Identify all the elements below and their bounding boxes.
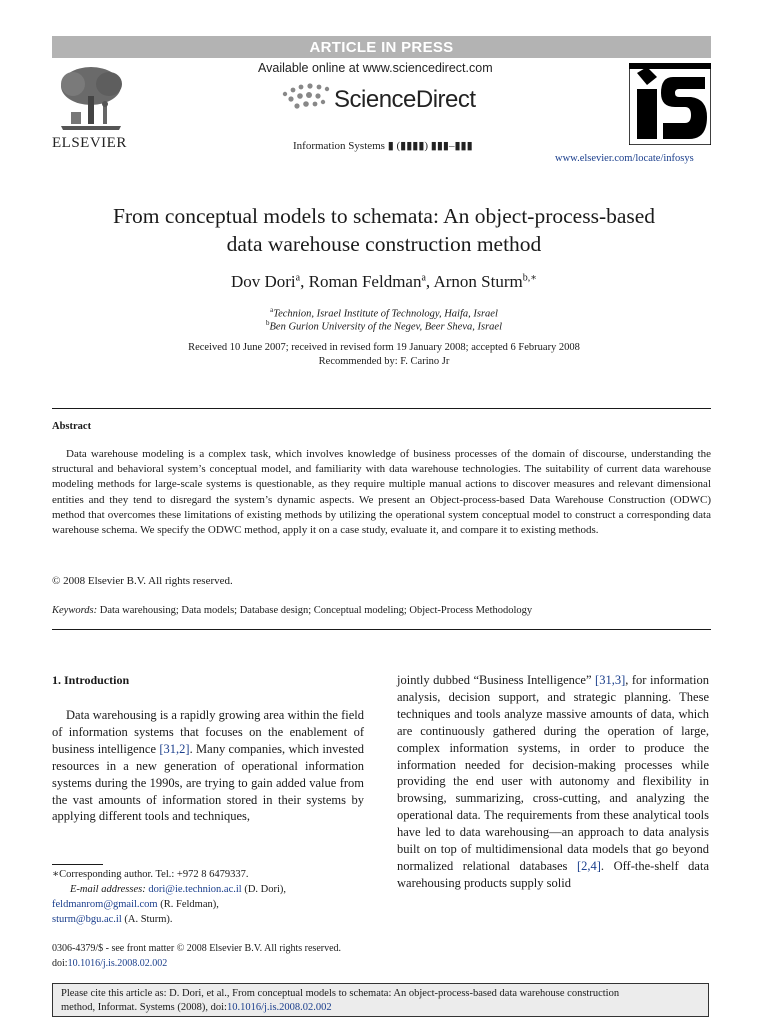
citation-link[interactable]: [2,4] bbox=[576, 858, 601, 873]
affiliation-mark: b bbox=[266, 319, 270, 327]
keywords-line bbox=[52, 605, 532, 616]
article-title bbox=[40, 202, 728, 258]
affiliation-b bbox=[40, 319, 728, 333]
author-name[interactable]: Roman Feldman bbox=[308, 272, 422, 291]
email-owner: (R. Feldman), bbox=[157, 899, 219, 910]
abstract-body bbox=[52, 447, 711, 538]
author-name[interactable]: Dov Dori bbox=[230, 272, 296, 291]
affiliation-a bbox=[40, 306, 728, 320]
body-paragraph bbox=[52, 707, 364, 825]
body-right-column bbox=[397, 672, 709, 892]
recommended-by: Recommended by: F. Carino Jr bbox=[318, 356, 450, 367]
email-link[interactable]: sturm@bgu.ac.il bbox=[52, 914, 122, 925]
journal-citation-line: Information Systems ▮ (▮▮▮▮) ▮▮▮–▮▮▮ bbox=[293, 140, 473, 152]
email-label: E-mail addresses: bbox=[70, 884, 146, 895]
affiliation-text: Technion, Israel Institute of Technology, Haifa, Israel bbox=[273, 308, 498, 320]
doi-line bbox=[52, 956, 341, 971]
citation-text: method, Informat. Systems (2008), doi: bbox=[61, 1002, 227, 1013]
email-line-1 bbox=[52, 882, 364, 897]
affiliation-text: Ben Gurion University of the Negev, Beer Sheva, Israel bbox=[269, 321, 502, 333]
body-text: . Many companies, which invested resources in a new generation of operational information systems during the 1990s, are trying to gain added value from the vast amounts of information stored in their systems by applying different tools and techniques, bbox=[52, 741, 364, 824]
doi-label: doi: bbox=[52, 958, 68, 969]
sciencedirect-logo-text: ScienceDirect bbox=[334, 86, 476, 113]
abstract-copyright: © 2008 Elsevier B.V. All rights reserved. bbox=[52, 575, 233, 587]
journal-homepage-link[interactable]: www.elsevier.com/locate/infosys bbox=[555, 153, 694, 164]
body-left-column bbox=[52, 707, 364, 825]
email-link[interactable]: dori@ie.technion.ac.il bbox=[148, 884, 242, 895]
received-dates: Received 10 June 2007; received in revised form 19 January 2008; accepted 6 February 2008 bbox=[188, 342, 580, 353]
abstract-heading: Abstract bbox=[52, 421, 92, 432]
citation-doi-link[interactable]: 10.1016/j.is.2008.02.002 bbox=[226, 1002, 332, 1013]
body-text: . Off-the-shelf data warehousing products supply solid bbox=[397, 858, 709, 890]
citation-line-2 bbox=[61, 1001, 708, 1015]
front-matter-notice bbox=[52, 941, 341, 971]
email-owner: (D. Dori), bbox=[241, 884, 287, 895]
citation-line-1: Please cite this article as: D. Dori, et al., From conceptual models to schemata: An object-process-based data warehouse construction bbox=[61, 988, 620, 999]
author-name[interactable]: Arnon Sturm bbox=[433, 272, 523, 291]
body-paragraph bbox=[397, 672, 709, 892]
author-affiliation-mark: b,∗ bbox=[522, 272, 538, 284]
elsevier-wordmark: ELSEVIER bbox=[52, 135, 127, 151]
information-systems-journal-logo bbox=[629, 63, 711, 145]
abstract-bottom-rule bbox=[52, 629, 711, 630]
body-text: jointly dubbed “Business Intelligence” bbox=[397, 673, 596, 687]
doi-link[interactable]: 10.1016/j.is.2008.02.002 bbox=[67, 958, 168, 969]
affiliation-mark: a bbox=[270, 306, 274, 314]
elsevier-tree-logo bbox=[51, 64, 129, 132]
email-link[interactable]: feldmanrom@gmail.com bbox=[52, 899, 158, 910]
author-affiliation-mark: a bbox=[295, 272, 301, 284]
email-line-2 bbox=[52, 897, 364, 912]
sciencedirect-dots-icon bbox=[281, 82, 335, 112]
email-owner: (A. Sturm). bbox=[121, 914, 173, 925]
citation-link[interactable]: [31,2] bbox=[159, 741, 190, 756]
author-list: Dov Dori$^a$, Roman Feldman$^a$, Arnon Sturm$^{b,∗}$ bbox=[230, 272, 538, 291]
abstract-top-rule bbox=[52, 408, 711, 409]
keywords-label: Keywords: bbox=[52, 605, 98, 616]
citation-link[interactable]: [31,3] bbox=[595, 673, 626, 687]
abstract-paragraph: Data warehouse modeling is a complex task, which involves knowledge of business processes of the domain of discourse, understanding the structural and behavioral system’s conceptual model, and familiarity with data warehouse technologies. The suitability of current data warehouse modeling methods for large-scale systems is questionable, as they require multiple manual actions to discover measures and relevant dimensional entities and they tend to disregard the system’s dynamic aspects. We present an Object-process-based Data Warehouse Construction (ODWC) method that overcomes these limitations of existing methods by utilizing the operational system conceptual model to construct a corresponding data warehouse schema. We specify the ODWC method, apply it on a case study, evaluate it, and compare it to existing methods. bbox=[52, 448, 711, 537]
title-line-2: data warehouse construction method bbox=[226, 232, 542, 256]
available-online-text: Available online at www.sciencedirect.com bbox=[258, 61, 493, 75]
body-text: , for information analysis, decision support, and strategic planning. These techniques and tools analyze massive amounts of data, which are continuously gathered during the operation of large, complex information systems, in order to produce the information needed for decision-making processes while providing the end user with autonomy and flexibility in browsing, summarizing, cross-cutting, and analyzing the operational data. The requirements from these analytical tools have led to data warehousing—an approach to data analysis built on top of multidimensional data models that go beyond normalized relational databases bbox=[397, 673, 709, 873]
article-in-press-banner: ARTICLE IN PRESS bbox=[52, 36, 711, 58]
corresponding-author-line: ∗Corresponding author. Tel.: +972 8 6479337. bbox=[52, 869, 249, 880]
email-line-3 bbox=[52, 912, 364, 927]
corresponding-author-footnote bbox=[52, 867, 364, 927]
keywords-list: Data warehousing; Data models; Database design; Conceptual modeling; Object-Process Methodology bbox=[99, 605, 533, 616]
citation-notice-box bbox=[52, 983, 709, 1017]
footnote-rule bbox=[52, 864, 103, 865]
issn-line: 0306-4379/$ - see front matter © 2008 Elsevier B.V. All rights reserved. bbox=[52, 943, 342, 954]
section-heading-introduction: 1. Introduction bbox=[52, 673, 130, 687]
body-text: Data warehousing is a rapidly growing area within the field of information systems that focuses on the enablement of business intelligence bbox=[52, 708, 364, 756]
title-line-1: From conceptual models to schemata: An object-process-based bbox=[112, 204, 656, 228]
author-affiliation-mark: a bbox=[421, 272, 426, 284]
